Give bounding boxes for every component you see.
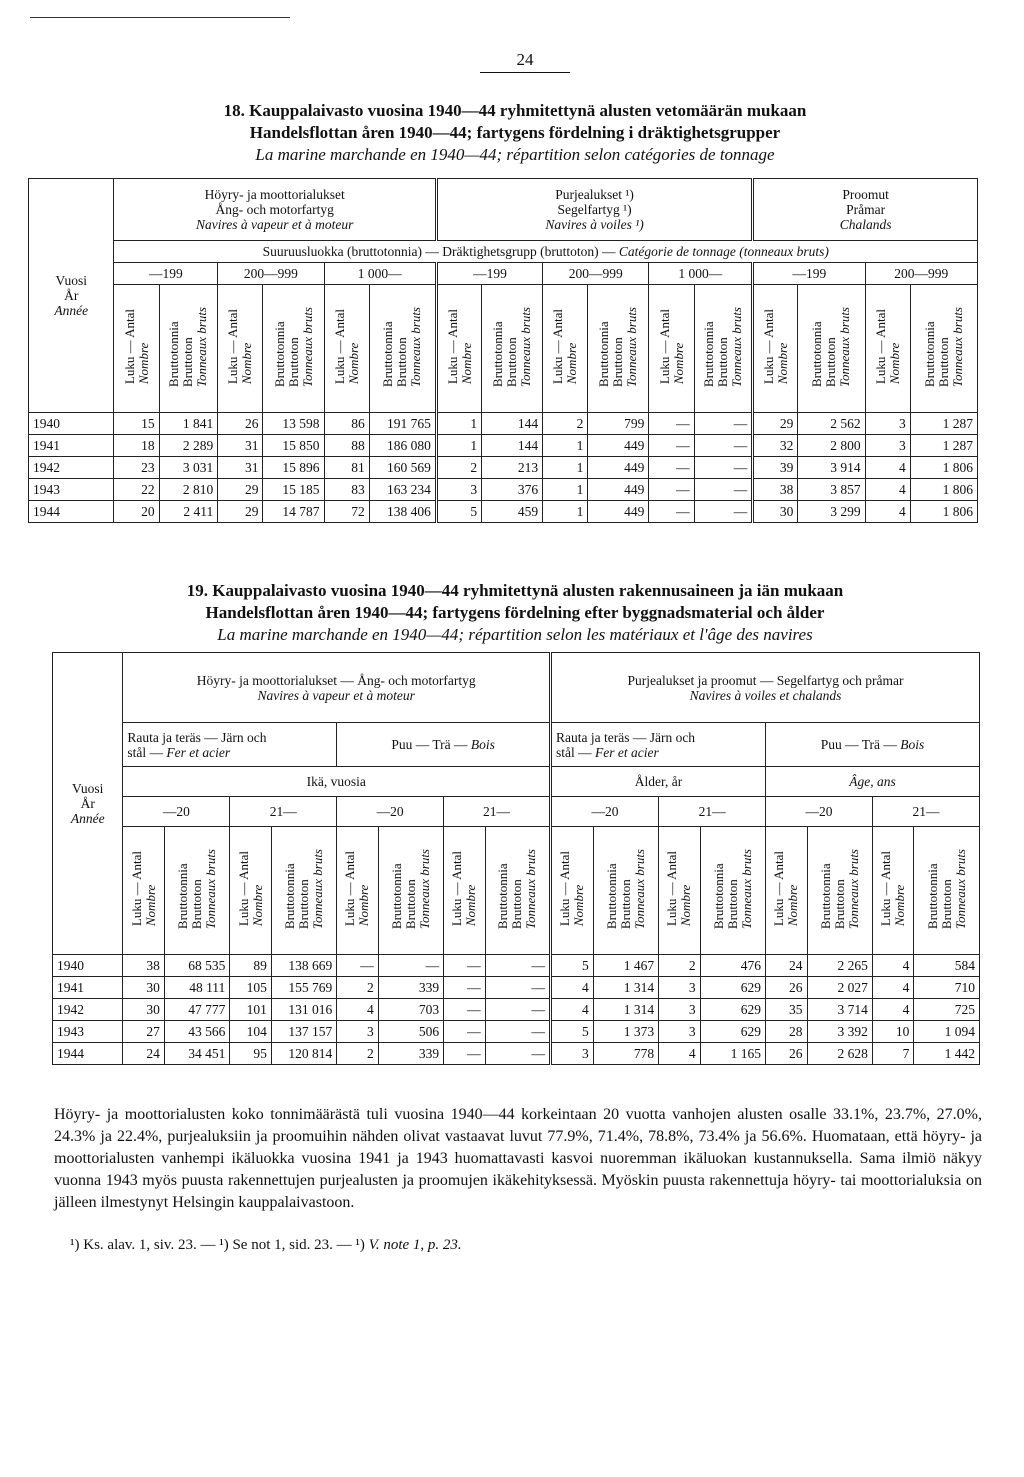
cell-count: 3 — [659, 999, 701, 1021]
cell-count: 3 — [550, 1043, 593, 1065]
cell-tonnage: 3 914 — [798, 457, 865, 479]
cell-tonnage: — — [485, 999, 550, 1021]
class-header: —20 — [123, 797, 230, 827]
cell-count: 72 — [324, 501, 369, 523]
table18-group-barge: Proomut Pråmar Chalands — [753, 179, 978, 241]
col-header-count: Luku — Antal Nombre — [550, 827, 593, 955]
cell-count: 4 — [865, 501, 910, 523]
cell-tonnage: 137 157 — [271, 1021, 336, 1043]
cell-tonnage: 459 — [482, 501, 543, 523]
table18-title-sv: Handelsflottan åren 1940—44; fartygens fördelning i dräktighetsgrupper — [249, 123, 781, 142]
cell-count: 1 — [436, 413, 481, 435]
cell-tonnage: 1 287 — [910, 413, 977, 435]
cell-count: 4 — [550, 999, 593, 1021]
class-header: 200—999 — [218, 263, 324, 285]
cell-count: 3 — [436, 479, 481, 501]
cell-tonnage: 449 — [588, 435, 649, 457]
cell-tonnage: 3 031 — [159, 457, 218, 479]
cell-tonnage: 2 800 — [798, 435, 865, 457]
cell-count: — — [444, 977, 486, 999]
col-header-count: Luku — Antal Nombre — [436, 285, 481, 413]
year-label-sv: År — [64, 288, 79, 303]
cell-count: 1 — [543, 435, 588, 457]
cell-count: 3 — [865, 413, 910, 435]
table-row — [29, 479, 978, 501]
cell-tonnage: 34 451 — [164, 1043, 229, 1065]
cell-tonnage: 138 669 — [271, 955, 336, 977]
cell-tonnage: — — [694, 435, 753, 457]
cell-tonnage: — — [485, 955, 550, 977]
cell-count: 104 — [230, 1021, 272, 1043]
cell-tonnage: 1 094 — [914, 1021, 980, 1043]
cell-tonnage: 2 027 — [807, 977, 872, 999]
table-row — [29, 457, 978, 479]
cell-tonnage: 629 — [700, 977, 765, 999]
cell-count: — — [649, 413, 694, 435]
table18-heading — [40, 100, 990, 166]
cell-count: 1 — [543, 457, 588, 479]
cell-count: 4 — [865, 479, 910, 501]
cell-tonnage: 213 — [482, 457, 543, 479]
cell-tonnage: 476 — [700, 955, 765, 977]
row-year: 1942 — [29, 457, 114, 479]
cell-tonnage: 191 765 — [369, 413, 436, 435]
cell-count: 4 — [872, 977, 914, 999]
cell-tonnage: 339 — [378, 977, 443, 999]
cell-tonnage: 48 111 — [164, 977, 229, 999]
cell-count: — — [337, 955, 379, 977]
cell-tonnage: 1 314 — [593, 999, 658, 1021]
col-header-tonnage: Bruttotonnia Bruttoton Tonneaux bruts — [159, 285, 218, 413]
cell-count: 4 — [872, 999, 914, 1021]
cell-count: 3 — [337, 1021, 379, 1043]
cell-tonnage: — — [694, 457, 753, 479]
cell-tonnage: 120 814 — [271, 1043, 336, 1065]
col-header-tonnage: Bruttotonnia Bruttoton Tonneaux bruts — [369, 285, 436, 413]
table18-size-class: Suuruusluokka (bruttotonnia) — Dräktighetsgrupp (bruttoton) — Catégorie de tonnage (tonneaux bruts) — [114, 241, 978, 263]
cell-count: — — [444, 1043, 486, 1065]
cell-count: — — [444, 999, 486, 1021]
col-header-tonnage: Bruttotonnia Bruttoton Tonneaux bruts — [482, 285, 543, 413]
cell-tonnage: 160 569 — [369, 457, 436, 479]
col-header-count: Luku — Antal Nombre — [337, 827, 379, 955]
cell-count: — — [444, 955, 486, 977]
cell-tonnage: — — [485, 977, 550, 999]
cell-tonnage: 163 234 — [369, 479, 436, 501]
table-row — [29, 413, 978, 435]
cell-tonnage: 2 289 — [159, 435, 218, 457]
cell-count: 4 — [550, 977, 593, 999]
cell-count: 24 — [766, 955, 808, 977]
cell-count: 38 — [123, 955, 165, 977]
footnote-text-fr: V. note 1, p. 23. — [368, 1237, 462, 1253]
table-row — [29, 435, 978, 457]
cell-tonnage: 799 — [588, 413, 649, 435]
table19-title-sv: Handelsflottan åren 1940—44; fartygens fördelning efter byggnadsmaterial och ålder — [205, 603, 825, 622]
cell-tonnage: 2 810 — [159, 479, 218, 501]
cell-count: 4 — [337, 999, 379, 1021]
class-header: —199 — [436, 263, 542, 285]
col-header-tonnage: Bruttotonnia Bruttoton Tonneaux bruts — [164, 827, 229, 955]
cell-count: 105 — [230, 977, 272, 999]
col-header-count: Luku — Antal Nombre — [649, 285, 694, 413]
col-header-count: Luku — Antal Nombre — [444, 827, 486, 955]
table19-title-fi: 19. Kauppalaivasto vuosina 1940—44 ryhmitettynä alusten rakennusaineen ja iän mukaan — [186, 581, 844, 600]
col-header-count: Luku — Antal Nombre — [865, 285, 910, 413]
cell-tonnage: 144 — [482, 435, 543, 457]
cell-count: 1 — [543, 479, 588, 501]
row-year: 1944 — [29, 501, 114, 523]
cell-tonnage: 339 — [378, 1043, 443, 1065]
col-header-tonnage: Bruttotonnia Bruttoton Tonneaux bruts — [485, 827, 550, 955]
table19-wood-steam: Puu — Trä — Bois — [337, 723, 551, 767]
class-header: 21— — [444, 797, 551, 827]
class-header: —20 — [550, 797, 658, 827]
class-header: 1 000— — [649, 263, 753, 285]
cell-count: 20 — [114, 501, 159, 523]
class-header: —20 — [337, 797, 444, 827]
cell-count: 4 — [659, 1043, 701, 1065]
class-header: 200—999 — [865, 263, 977, 285]
cell-tonnage: 144 — [482, 413, 543, 435]
col-header-tonnage: Bruttotonnia Bruttoton Tonneaux bruts — [798, 285, 865, 413]
cell-count: 32 — [753, 435, 798, 457]
cell-tonnage: 15 896 — [263, 457, 324, 479]
year-label-fr: Année — [54, 303, 89, 318]
cell-tonnage: 1 165 — [700, 1043, 765, 1065]
cell-tonnage: 1 806 — [910, 501, 977, 523]
class-header: —20 — [766, 797, 873, 827]
cell-tonnage: — — [694, 479, 753, 501]
cell-tonnage: 43 566 — [164, 1021, 229, 1043]
row-year: 1940 — [53, 955, 123, 977]
table19-age-label-sv: Ålder, år — [550, 767, 765, 797]
class-header: —199 — [753, 263, 865, 285]
footnote-text: ¹) Ks. alav. 1, siv. 23. — ¹) Se not 1, sid. 23. — ¹) — [70, 1237, 365, 1253]
cell-count: 28 — [766, 1021, 808, 1043]
col-header-count: Luku — Antal Nombre — [753, 285, 798, 413]
cell-count: — — [649, 435, 694, 457]
cell-tonnage: — — [694, 501, 753, 523]
class-header: 21— — [659, 797, 766, 827]
col-header-count: Luku — Antal Nombre — [766, 827, 808, 955]
cell-tonnage: 155 769 — [271, 977, 336, 999]
row-year: 1941 — [29, 435, 114, 457]
table18-year-header — [29, 179, 114, 413]
cell-count: 2 — [337, 1043, 379, 1065]
cell-tonnage: — — [485, 1043, 550, 1065]
cell-tonnage: 2 265 — [807, 955, 872, 977]
cell-tonnage: — — [694, 413, 753, 435]
table-row — [53, 955, 980, 977]
cell-count: 3 — [659, 977, 701, 999]
cell-count: 30 — [753, 501, 798, 523]
cell-count: 4 — [872, 955, 914, 977]
cell-tonnage: 1 467 — [593, 955, 658, 977]
cell-tonnage: — — [378, 955, 443, 977]
col-header-count: Luku — Antal Nombre — [872, 827, 914, 955]
cell-tonnage: 15 850 — [263, 435, 324, 457]
cell-count: 89 — [230, 955, 272, 977]
cell-count: 7 — [872, 1043, 914, 1065]
class-header: 200—999 — [543, 263, 649, 285]
table-row — [53, 1021, 980, 1043]
table18-title-fr: La marine marchande en 1940—44; répartition selon catégories de tonnage — [255, 145, 775, 164]
cell-tonnage: 68 535 — [164, 955, 229, 977]
col-header-tonnage: Bruttotonnia Bruttoton Tonneaux bruts — [807, 827, 872, 955]
cell-count: 101 — [230, 999, 272, 1021]
body-paragraph: Höyry- ja moottorialusten koko tonnimäärästä tuli vuosina 1940—44 korkeintaan 20 vuotta vanhojen alusten osalle 33.1%, 23.7%, 27.0%, 24.3% ja 22.4%, purjealuksiin ja proomuihin nähden olivat vastaavat luvut 77.9%, 71.4%, 78.8%, 73.4% ja 56.6%. Huomataan, että höyry- ja moottorialusten vanhempi ikäluokka vuosina 1941 ja 1943 huomattavasti kasvoi nuoremman ikäluokan kustannuksella. Sama ilmiö näkyy vuonna 1943 myös puusta rakennettujen purjealusten ja proomujen ikäkehityksessä. Myöskin puusta rakennettuja höyry- tai moottorialuksia on jälleen ilmestynyt Helsingin kauppalaivastoon. — [54, 1106, 982, 1211]
cell-tonnage: 2 628 — [807, 1043, 872, 1065]
col-header-count: Luku — Antal Nombre — [123, 827, 165, 955]
cell-tonnage: 506 — [378, 1021, 443, 1043]
cell-tonnage: 3 714 — [807, 999, 872, 1021]
cell-tonnage: 3 299 — [798, 501, 865, 523]
class-header: —199 — [114, 263, 218, 285]
class-header: 21— — [872, 797, 979, 827]
table19-title-fr: La marine marchande en 1940—44; répartition selon les matériaux et l'âge des navires — [217, 625, 813, 644]
table18-title-fi: 18. Kauppalaivasto vuosina 1940—44 ryhmitettynä alusten vetomäärän mukaan — [223, 101, 807, 120]
cell-count: 83 — [324, 479, 369, 501]
footnote — [70, 1237, 970, 1254]
cell-tonnage: 3 857 — [798, 479, 865, 501]
col-header-count: Luku — Antal Nombre — [230, 827, 272, 955]
table18-group-steam: Höyry- ja moottorialukset Ång- och motorfartyg Navires à vapeur et à moteur — [114, 179, 436, 241]
cell-count: 26 — [218, 413, 263, 435]
col-header-tonnage: Bruttotonnia Bruttoton Tonneaux bruts — [694, 285, 753, 413]
table19-iron-sail: Rauta ja teräs — Järn och stål — Fer et acier — [550, 723, 765, 767]
cell-count: 2 — [337, 977, 379, 999]
cell-count: 5 — [550, 1021, 593, 1043]
col-header-tonnage: Bruttotonnia Bruttoton Tonneaux bruts — [271, 827, 336, 955]
cell-count: 38 — [753, 479, 798, 501]
table-row — [53, 999, 980, 1021]
row-year: 1944 — [53, 1043, 123, 1065]
table19-heading — [40, 580, 990, 646]
row-year: 1942 — [53, 999, 123, 1021]
cell-tonnage: 449 — [588, 479, 649, 501]
cell-count: 26 — [766, 1043, 808, 1065]
cell-count: 18 — [114, 435, 159, 457]
cell-count: 81 — [324, 457, 369, 479]
cell-count: 31 — [218, 457, 263, 479]
cell-tonnage: 376 — [482, 479, 543, 501]
class-header: 21— — [230, 797, 337, 827]
cell-tonnage: 778 — [593, 1043, 658, 1065]
cell-count: 10 — [872, 1021, 914, 1043]
col-header-count: Luku — Antal Nombre — [114, 285, 159, 413]
cell-tonnage: 1 806 — [910, 479, 977, 501]
table19-iron-steam: Rauta ja teräs — Järn och stål — Fer et acier — [123, 723, 337, 767]
col-header-tonnage: Bruttotonnia Bruttoton Tonneaux bruts — [910, 285, 977, 413]
cell-count: — — [649, 457, 694, 479]
cell-count: — — [444, 1021, 486, 1043]
table19-group-sail: Purjealukset ja proomut — Segelfartyg och pråmar Navires à voiles et chalands — [550, 653, 979, 723]
cell-count: 26 — [766, 977, 808, 999]
table19-age-label-fi: Ikä, vuosia — [123, 767, 551, 797]
cell-tonnage: 47 777 — [164, 999, 229, 1021]
cell-count: 2 — [659, 955, 701, 977]
cell-count: 27 — [123, 1021, 165, 1043]
cell-tonnage: 131 016 — [271, 999, 336, 1021]
col-header-tonnage: Bruttotonnia Bruttoton Tonneaux bruts — [263, 285, 324, 413]
top-rule — [30, 17, 290, 18]
page-number: 24 — [480, 50, 570, 73]
cell-tonnage: 725 — [914, 999, 980, 1021]
cell-count: — — [649, 479, 694, 501]
cell-tonnage: 449 — [588, 457, 649, 479]
cell-count: 30 — [123, 999, 165, 1021]
class-header: 1 000— — [324, 263, 436, 285]
cell-count: 29 — [218, 501, 263, 523]
table19-wood-sail: Puu — Trä — Bois — [766, 723, 980, 767]
table-row — [53, 1043, 980, 1065]
row-year: 1941 — [53, 977, 123, 999]
cell-count: 24 — [123, 1043, 165, 1065]
cell-tonnage: 629 — [700, 999, 765, 1021]
table-row — [53, 977, 980, 999]
table19-age-label-fr: Âge, ans — [766, 767, 980, 797]
cell-tonnage: 1 287 — [910, 435, 977, 457]
cell-count: 31 — [218, 435, 263, 457]
cell-count: 29 — [753, 413, 798, 435]
col-header-count: Luku — Antal Nombre — [324, 285, 369, 413]
cell-tonnage: 1 442 — [914, 1043, 980, 1065]
table18-group-sail: Purjealukset ¹) Segelfartyg ¹) Navires à voiles ¹) — [436, 179, 752, 241]
cell-count: 35 — [766, 999, 808, 1021]
cell-tonnage: 1 806 — [910, 457, 977, 479]
table19 — [52, 652, 980, 1065]
cell-tonnage: 15 185 — [263, 479, 324, 501]
table19-year-header: Vuosi År Année — [53, 653, 123, 955]
row-year: 1940 — [29, 413, 114, 435]
cell-count: 1 — [436, 435, 481, 457]
cell-tonnage: 703 — [378, 999, 443, 1021]
year-label-fi: Vuosi — [55, 273, 87, 288]
cell-count: 15 — [114, 413, 159, 435]
cell-count: 1 — [543, 501, 588, 523]
row-year: 1943 — [53, 1021, 123, 1043]
cell-count: 29 — [218, 479, 263, 501]
col-header-tonnage: Bruttotonnia Bruttoton Tonneaux bruts — [588, 285, 649, 413]
cell-count: 95 — [230, 1043, 272, 1065]
cell-count: 86 — [324, 413, 369, 435]
col-header-tonnage: Bruttotonnia Bruttoton Tonneaux bruts — [593, 827, 658, 955]
cell-tonnage: 710 — [914, 977, 980, 999]
cell-count: 88 — [324, 435, 369, 457]
cell-count: 5 — [436, 501, 481, 523]
cell-tonnage: 14 787 — [263, 501, 324, 523]
cell-tonnage: 1 314 — [593, 977, 658, 999]
table-row — [29, 501, 978, 523]
cell-tonnage: 186 080 — [369, 435, 436, 457]
cell-tonnage: 629 — [700, 1021, 765, 1043]
cell-tonnage: 2 562 — [798, 413, 865, 435]
cell-count: 3 — [659, 1021, 701, 1043]
cell-count: 4 — [865, 457, 910, 479]
cell-count: 2 — [436, 457, 481, 479]
cell-count: 5 — [550, 955, 593, 977]
col-header-count: Luku — Antal Nombre — [543, 285, 588, 413]
col-header-tonnage: Bruttotonnia Bruttoton Tonneaux bruts — [378, 827, 443, 955]
cell-count: 3 — [865, 435, 910, 457]
cell-count: 22 — [114, 479, 159, 501]
cell-count: 30 — [123, 977, 165, 999]
row-year: 1943 — [29, 479, 114, 501]
col-header-count: Luku — Antal Nombre — [218, 285, 263, 413]
col-header-count: Luku — Antal Nombre — [659, 827, 701, 955]
cell-tonnage: 1 841 — [159, 413, 218, 435]
cell-tonnage: — — [485, 1021, 550, 1043]
cell-tonnage: 584 — [914, 955, 980, 977]
table18 — [28, 178, 978, 523]
cell-tonnage: 13 598 — [263, 413, 324, 435]
cell-count: 39 — [753, 457, 798, 479]
cell-tonnage: 449 — [588, 501, 649, 523]
cell-tonnage: 138 406 — [369, 501, 436, 523]
cell-tonnage: 1 373 — [593, 1021, 658, 1043]
col-header-tonnage: Bruttotonnia Bruttoton Tonneaux bruts — [914, 827, 980, 955]
cell-count: 23 — [114, 457, 159, 479]
cell-tonnage: 3 392 — [807, 1021, 872, 1043]
cell-count: — — [649, 501, 694, 523]
cell-count: 2 — [543, 413, 588, 435]
col-header-tonnage: Bruttotonnia Bruttoton Tonneaux bruts — [700, 827, 765, 955]
table19-group-steam: Höyry- ja moottorialukset — Ång- och motorfartyg Navires à vapeur et à moteur — [123, 653, 551, 723]
cell-tonnage: 2 411 — [159, 501, 218, 523]
